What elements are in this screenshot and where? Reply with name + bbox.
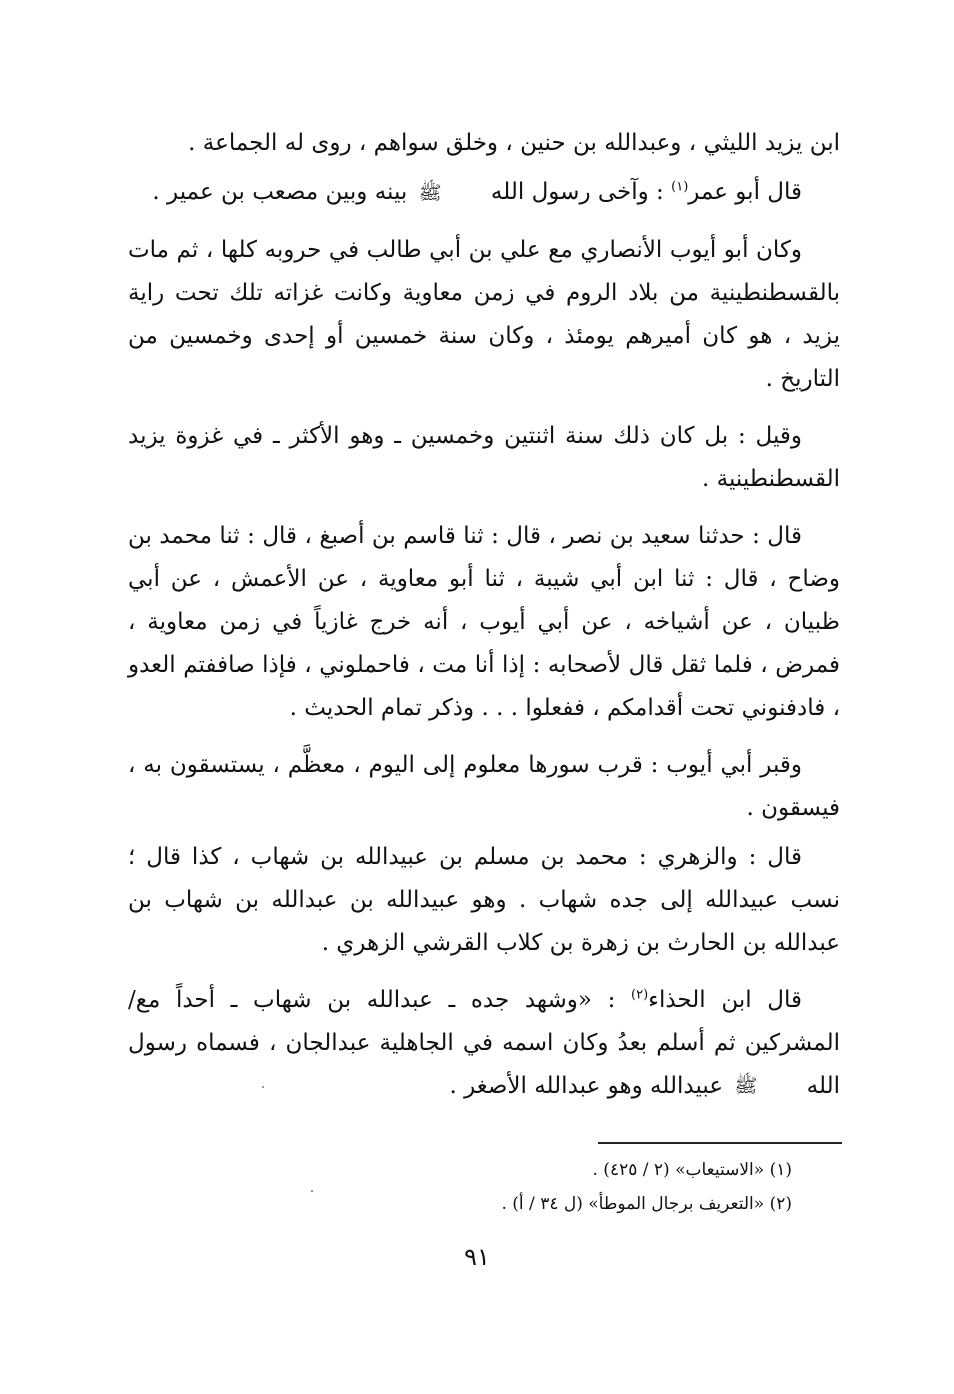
paragraph-text: ابن يزيد الليثي ، وعبدالله بن حنين ، وخلق سواهم ، روى له الجماعة .: [188, 130, 840, 156]
paragraph-text: عبيدالله وهو عبدالله الأصغر .: [449, 1072, 731, 1099]
footnote-separator: [598, 1142, 842, 1144]
paragraph-text: قال أبو عمر: [688, 179, 802, 205]
paragraph-abu-ayyub: [128, 229, 840, 401]
salawat-ligature: ﷺ: [418, 181, 442, 204]
footnote-1: (١) «الاستيعاب» (٢ / ٤٢٥) .: [592, 1160, 792, 1180]
paragraph-text: قال : والزهري : محمد بن مسلم بن عبيدالله بن شهاب ، كذا قال ؛ نسب عبيدالله إلى جده شهاب . وهو عبيدالله بن عبدالله بن شهاب بن عبدالله بن الحارث بن زهرة بن كلاب القرشي الزهري .: [128, 843, 840, 956]
paragraph-abu-umar: [128, 171, 840, 215]
paragraph-text: وقيل : بل كان ذلك سنة اثنتين وخمسين ـ وهو الأكثر ـ في غزوة يزيد القسطنطينية .: [128, 422, 840, 492]
paragraph-continuation: [128, 122, 840, 165]
main-text: [128, 122, 840, 1108]
salawat-ligature: ﷺ: [734, 1075, 758, 1097]
page-number: ٩١: [464, 1243, 490, 1271]
paragraph-text: وكان أبو أيوب الأنصاري مع علي بن أبي طالب في حروبه كلها ، ثم مات بالقسطنطينية من بلاد الروم في زمن معاوية وكانت غزاته تلك تحت راية يزيد ، هو كان أميرهم يومئذ ، وكان سنة خمسين أو إحدى وخمسين من التاريخ .: [128, 236, 840, 392]
paragraph-qila: [128, 415, 840, 501]
paragraph-text: قال ابن الحذاء: [648, 986, 802, 1013]
paragraph-text: قال : حدثنا سعيد بن نصر ، قال : ثنا قاسم بن أصبغ ، قال : ثنا محمد بن وضاح ، قال : ثنا ابن أبي شيبة ، ثنا أبو معاوية ، عن الأعمش ، عن أبي ظبيان ، عن أشياخه ، عن أبي أيوب ، أنه خرج غازياً في زمن معاوية ، فمرض ، فلما ثقل قال لأصحابه : إذا أنا مت ، فاحملوني ، فإذا صاففتم العدو ، فادفنوني تحت أقدامكم ، ففعلوا . . . وذكر تمام الحديث .: [128, 522, 840, 721]
scan-speck: [262, 1086, 264, 1088]
paragraph-hadith: [128, 515, 840, 730]
footnote-marker-1: (١): [671, 179, 689, 195]
paragraph-text: : وآخى رسول الله: [483, 179, 672, 205]
paragraph-ibn-hadhdha: [128, 979, 840, 1109]
footnotes: [400, 1153, 840, 1221]
paragraph-qabr: [128, 744, 840, 830]
paragraph-text: بينه وبين مصعب بن عمير .: [152, 179, 415, 205]
footnote-2: (٢) «التعريف برجال الموطأ» (ل ٣٤ / أ) .: [501, 1194, 792, 1214]
paragraph-text: : «وشهد جده ـ عبدالله بن شهاب ـ أحداً مع/ المشركين ثم أسلم بعدُ وكان اسمه في الجاهلية عبدالجان ، فسماه رسول الله: [128, 986, 840, 1099]
paragraph-zuhri: [128, 836, 840, 965]
paragraph-text: وقبر أبي أيوب : قرب سورها معلوم إلى اليوم ، معظَّم ، يستسقون به ، فيسقون .: [128, 751, 840, 821]
scan-speck: [311, 1190, 313, 1192]
footnote-marker-2: (٢): [631, 986, 649, 1002]
